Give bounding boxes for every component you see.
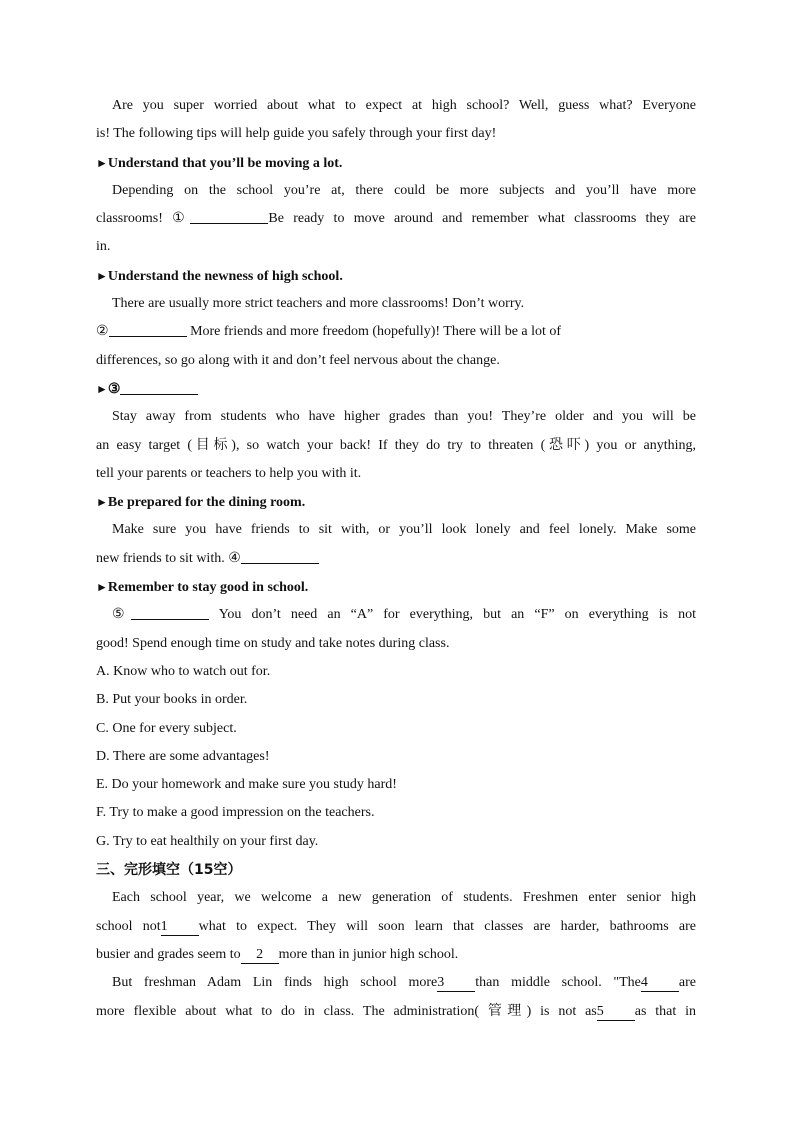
line-text: More friends and more freedom (hopefully)! There will be a lot of	[186, 324, 562, 340]
line-text: A. Know who to watch out for.	[96, 663, 271, 679]
triangle-marker-icon: ►	[96, 580, 108, 595]
line-p4a	[96, 403, 696, 431]
line-text: classrooms! ①	[96, 211, 191, 227]
line-c1b	[96, 913, 696, 941]
line-text: You don’t need an “A” for everything, but an “F” on everything is not	[209, 607, 696, 623]
line-p1a	[96, 92, 696, 120]
line-text: ②	[96, 324, 109, 340]
line-oA	[96, 658, 696, 686]
line-text: what to expect. They will soon learn that classes are harder, bathrooms are	[198, 918, 696, 934]
line-p1b	[96, 120, 696, 148]
answer-blank[interactable]	[190, 209, 268, 224]
line-oE	[96, 771, 696, 799]
blank-number: ③	[107, 381, 121, 397]
line-text: school not	[96, 918, 161, 934]
line-p5b	[96, 545, 696, 573]
triangle-marker-icon: ►	[96, 381, 108, 396]
line-h5	[96, 573, 696, 601]
line-text: differences, so go along with it and don’t feel nervous about the change.	[96, 352, 500, 368]
line-text: an easy target (目标), so watch your back! If they do try to threaten (恐吓) you or anything,	[96, 437, 696, 453]
line-text: new friends to sit with. ④	[96, 550, 241, 566]
line-text: Each school year, we welcome a new generation of students. Freshmen enter senior high	[112, 890, 696, 906]
section-heading: Be prepared for the dining room.	[107, 495, 306, 511]
answer-blank[interactable]	[131, 605, 209, 620]
line-c2b	[96, 998, 696, 1026]
section-title: 三、完形填空（15空）	[96, 862, 242, 879]
line-p2b	[96, 205, 696, 233]
line-p2a	[96, 177, 696, 205]
line-text: Be ready to move around and remember what classrooms they are	[268, 211, 696, 227]
line-text: than middle school. "The	[475, 975, 641, 991]
line-text: tell your parents or teachers to help you with it.	[96, 465, 362, 481]
line-text: F. Try to make a good impression on the teachers.	[96, 805, 375, 821]
cloze-blank[interactable]: 3	[437, 975, 475, 992]
line-oB	[96, 686, 696, 714]
line-p6a	[96, 601, 696, 629]
line-h3	[96, 375, 696, 403]
section-heading: Understand that you’ll be moving a lot.	[107, 155, 343, 171]
line-text: are	[678, 975, 696, 991]
line-h2	[96, 262, 696, 290]
line-h1	[96, 149, 696, 177]
line-p4b	[96, 432, 696, 460]
line-text: D. There are some advantages!	[96, 748, 270, 764]
line-p3a	[96, 290, 696, 318]
line-text: Depending on the school you’re at, there could be more subjects and you’ll have more	[112, 182, 696, 198]
line-text: Stay away from students who have higher grades than you! They’re older and you will be	[112, 409, 696, 425]
line-c1a	[96, 884, 696, 912]
line-text: ⑤	[112, 607, 132, 623]
section-heading: Understand the newness of high school.	[107, 268, 343, 284]
cloze-blank[interactable]: 2	[241, 947, 279, 964]
line-text: B. Put your books in order.	[96, 692, 248, 708]
answer-blank[interactable]	[241, 549, 319, 564]
line-text: C. One for every subject.	[96, 720, 237, 736]
line-text: more flexible about what to do in class. The administration( 管理) is not as	[96, 1003, 597, 1019]
line-oC	[96, 715, 696, 743]
line-text: E. Do your homework and make sure you study hard!	[96, 777, 397, 793]
line-p3b	[96, 318, 696, 346]
line-p5a	[96, 516, 696, 544]
line-text: But freshman Adam Lin finds high school more	[112, 975, 438, 991]
triangle-marker-icon: ►	[96, 268, 108, 283]
triangle-marker-icon: ►	[96, 155, 108, 170]
cloze-blank[interactable]: 5	[597, 1004, 635, 1021]
line-h4	[96, 488, 696, 516]
line-p4c	[96, 460, 696, 488]
answer-blank[interactable]	[109, 322, 187, 337]
line-s3	[96, 856, 696, 884]
line-c1c	[96, 941, 696, 969]
line-text: There are usually more strict teachers and more classrooms! Don’t worry.	[112, 296, 525, 312]
worksheet-page	[96, 92, 696, 1026]
line-oF	[96, 799, 696, 827]
section-heading: Remember to stay good in school.	[107, 580, 309, 596]
line-p3c	[96, 347, 696, 375]
line-oD	[96, 743, 696, 771]
line-text: Make sure you have friends to sit with, or you’ll look lonely and feel lonely. Make some	[112, 522, 696, 538]
line-text: busier and grades seem to	[96, 946, 241, 962]
line-p6b	[96, 630, 696, 658]
line-p2c	[96, 233, 696, 261]
line-text: is! The following tips will help guide you safely through your first day!	[96, 126, 497, 142]
cloze-blank[interactable]: 1	[161, 919, 199, 936]
line-text: more than in junior high school.	[278, 946, 459, 962]
line-text: Are you super worried about what to expect at high school? Well, guess what? Everyone	[112, 98, 696, 113]
cloze-blank[interactable]: 4	[641, 975, 679, 992]
line-text: good! Spend enough time on study and take notes during class.	[96, 635, 450, 651]
triangle-marker-icon: ►	[96, 495, 108, 510]
line-c2a	[96, 969, 696, 997]
line-text: G. Try to eat healthily on your first day.	[96, 833, 319, 849]
line-oG	[96, 828, 696, 856]
line-text: as that in	[634, 1003, 697, 1019]
answer-blank[interactable]	[120, 380, 198, 395]
line-text: in.	[96, 239, 111, 255]
